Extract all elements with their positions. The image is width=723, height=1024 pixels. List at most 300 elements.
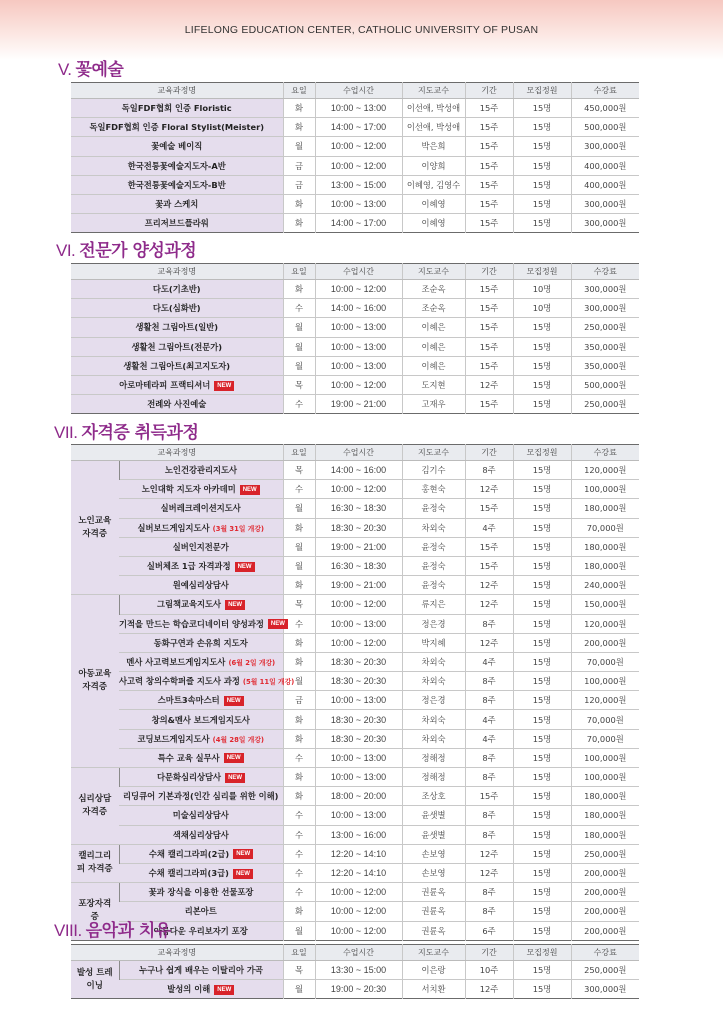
time-cell: 14:00 ~ 17:00: [315, 214, 402, 233]
column-header: 기간: [465, 264, 513, 280]
instructor-cell: 도지현: [402, 375, 465, 394]
period-cell: 15주: [465, 787, 513, 806]
capacity-cell: 15명: [513, 748, 571, 767]
category-cell: [71, 961, 119, 999]
course-name: 미술심리상담사: [172, 810, 229, 821]
course-name: 독일FDF협회 인증 Floristic: [121, 103, 232, 114]
fee-cell: 500,000원: [571, 375, 639, 394]
period-cell: 15주: [465, 537, 513, 556]
fee-cell: 180,000원: [571, 499, 639, 518]
course-name-cell: [71, 137, 283, 156]
instructor-cell: 이혜영, 김영수: [402, 175, 465, 194]
capacity-cell: 15명: [513, 156, 571, 175]
instructor-cell: 이혜은: [402, 356, 465, 375]
table-header-row: [71, 945, 639, 961]
fee-cell: 350,000원: [571, 356, 639, 375]
column-header: 요일: [283, 264, 315, 280]
new-badge: NEW: [233, 849, 253, 859]
period-cell: 15주: [465, 280, 513, 299]
capacity-cell: 15명: [513, 633, 571, 652]
course-name: 수채 캘리그라피(2급): [148, 848, 230, 859]
period-cell: 12주: [465, 480, 513, 499]
table-row: [71, 356, 639, 375]
day-cell: 화: [283, 280, 315, 299]
table-row: [71, 961, 639, 980]
opening-date-note: (5월 11일 개강): [242, 678, 295, 687]
instructor-cell: 박은희: [402, 137, 465, 156]
course-name-cell: [119, 614, 283, 633]
fee-cell: 250,000원: [571, 395, 639, 414]
fee-cell: 70,000원: [571, 710, 639, 729]
day-cell: 월: [283, 980, 315, 999]
capacity-cell: 15명: [513, 729, 571, 748]
day-cell: 월: [283, 337, 315, 356]
period-cell: 8주: [465, 768, 513, 787]
period-cell: 15주: [465, 137, 513, 156]
fee-cell: 200,000원: [571, 902, 639, 921]
course-name-cell: [71, 214, 283, 233]
day-cell: 화: [283, 787, 315, 806]
instructor-cell: 차외숙: [402, 518, 465, 537]
instructor-cell: 윤정숙: [402, 556, 465, 575]
time-cell: 10:00 ~ 12:00: [315, 902, 402, 921]
day-cell: 화: [283, 729, 315, 748]
table-row: [71, 710, 639, 729]
column-header: 요일: [283, 945, 315, 961]
time-cell: 14:00 ~ 16:00: [315, 299, 402, 318]
course-name: 사고력 창의수학퍼즐 지도사 과정: [119, 676, 240, 687]
column-header: 모집정원: [513, 945, 571, 961]
table-row: [71, 576, 639, 595]
time-cell: 10:00 ~ 12:00: [315, 137, 402, 156]
time-cell: 19:00 ~ 21:00: [315, 395, 402, 414]
table-row: [71, 691, 639, 710]
period-cell: 8주: [465, 883, 513, 902]
course-name: 수채 캘리그라피(3급): [148, 868, 229, 879]
day-cell: 화: [283, 576, 315, 595]
table-row: [71, 137, 639, 156]
table-row: [71, 729, 639, 748]
fee-cell: 400,000원: [571, 175, 639, 194]
instructor-cell: 서치환: [402, 980, 465, 999]
time-cell: 10:00 ~ 12:00: [315, 156, 402, 175]
course-name-cell: [119, 710, 283, 729]
opening-date-note: (4월 28일 개강): [212, 735, 265, 744]
table-row: [71, 499, 639, 518]
period-cell: 12주: [465, 633, 513, 652]
period-cell: 8주: [465, 614, 513, 633]
instructor-cell: 조상호: [402, 787, 465, 806]
time-cell: 19:00 ~ 20:30: [315, 980, 402, 999]
day-cell: 월: [283, 672, 315, 691]
new-badge: NEW: [235, 562, 255, 572]
new-badge: NEW: [214, 381, 234, 391]
capacity-cell: 10명: [513, 280, 571, 299]
new-badge: NEW: [240, 485, 260, 495]
course-name-cell: [71, 356, 283, 375]
capacity-cell: 15명: [513, 214, 571, 233]
fee-cell: 500,000원: [571, 118, 639, 137]
column-header: 수업시간: [315, 445, 402, 461]
day-cell: 화: [283, 652, 315, 671]
fee-cell: 200,000원: [571, 921, 639, 940]
capacity-cell: 15명: [513, 806, 571, 825]
fee-cell: 180,000원: [571, 787, 639, 806]
course-name: 리딩큐어 기본과정(인간 심리를 위한 이해): [123, 791, 279, 802]
section-title-v: V. 꽃예술: [58, 60, 124, 80]
capacity-cell: 15명: [513, 980, 571, 999]
column-header: 수강료: [571, 445, 639, 461]
new-badge: NEW: [224, 696, 244, 706]
fee-cell: 120,000원: [571, 614, 639, 633]
capacity-cell: 15명: [513, 395, 571, 414]
day-cell: 수: [283, 299, 315, 318]
table-row: [71, 768, 639, 787]
course-name: 코딩보드게임지도사: [137, 733, 210, 744]
course-name-cell: [71, 375, 283, 394]
period-cell: 10주: [465, 961, 513, 980]
column-header: 기간: [465, 945, 513, 961]
category-label: 노인교육 자격증: [78, 515, 112, 539]
day-cell: 화: [283, 902, 315, 921]
period-cell: 4주: [465, 729, 513, 748]
course-name-cell: [71, 395, 283, 414]
table-row: [71, 614, 639, 633]
instructor-cell: 홍현숙: [402, 480, 465, 499]
capacity-cell: 15명: [513, 787, 571, 806]
capacity-cell: 15명: [513, 337, 571, 356]
day-cell: 목: [283, 595, 315, 614]
instructor-cell: 류지은: [402, 595, 465, 614]
column-header: 지도교수: [402, 945, 465, 961]
instructor-cell: 윤정숙: [402, 499, 465, 518]
table-row: [71, 99, 639, 118]
table-header-row: [71, 264, 639, 280]
course-name-cell: [119, 633, 283, 652]
new-badge: NEW: [214, 985, 234, 995]
course-name-cell: [71, 118, 283, 137]
day-cell: 금: [283, 175, 315, 194]
course-name: 한국전통꽃예술지도자-A반: [127, 160, 226, 171]
course-name: 실버체조 1급 자격과정: [146, 561, 231, 572]
new-badge: NEW: [233, 869, 253, 879]
course-name-cell: [119, 556, 283, 575]
table-music: [71, 944, 639, 999]
fee-cell: 100,000원: [571, 748, 639, 767]
capacity-cell: 15명: [513, 118, 571, 137]
time-cell: 16:30 ~ 18:30: [315, 499, 402, 518]
header-title: LIFELONG EDUCATION CENTER, CATHOLIC UNIVERSITY OF PUSAN: [184, 24, 539, 36]
column-header: 지도교수: [402, 264, 465, 280]
time-cell: 10:00 ~ 13:00: [315, 748, 402, 767]
period-cell: 8주: [465, 748, 513, 767]
day-cell: 화: [283, 710, 315, 729]
day-cell: 목: [283, 375, 315, 394]
capacity-cell: 15명: [513, 883, 571, 902]
course-name: 실버보드게임지도사: [137, 522, 210, 533]
instructor-cell: 이혜영: [402, 214, 465, 233]
fee-cell: 200,000원: [571, 883, 639, 902]
table-header-row: [71, 83, 639, 99]
period-cell: 12주: [465, 980, 513, 999]
column-header: 교육과정명: [71, 945, 283, 961]
column-header: 교육과정명: [71, 264, 283, 280]
time-cell: 10:00 ~ 12:00: [315, 921, 402, 940]
course-name: 생활천 그림아트(일반): [135, 322, 219, 333]
time-cell: 14:00 ~ 16:00: [315, 461, 402, 480]
instructor-cell: 이혜은: [402, 318, 465, 337]
capacity-cell: 15명: [513, 175, 571, 194]
fee-cell: 300,000원: [571, 137, 639, 156]
course-name-cell: [119, 980, 283, 999]
course-name: 노인건강관리지도사: [164, 465, 238, 476]
course-name-cell: [71, 299, 283, 318]
course-name-cell: [71, 318, 283, 337]
instructor-cell: 이양희: [402, 156, 465, 175]
table-row: [71, 844, 639, 863]
capacity-cell: 15명: [513, 844, 571, 863]
instructor-cell: 차외숙: [402, 652, 465, 671]
instructor-cell: 차외숙: [402, 710, 465, 729]
time-cell: 10:00 ~ 13:00: [315, 337, 402, 356]
day-cell: 화: [283, 214, 315, 233]
column-header: 요일: [283, 445, 315, 461]
instructor-cell: 박지혜: [402, 633, 465, 652]
course-name-cell: [119, 768, 283, 787]
fee-cell: 300,000원: [571, 214, 639, 233]
instructor-cell: 조순옥: [402, 299, 465, 318]
column-header: 모집정원: [513, 445, 571, 461]
capacity-cell: 15명: [513, 318, 571, 337]
opening-date-note: (3월 31일 개강): [212, 524, 265, 533]
course-name: 다문화심리상담사: [156, 772, 222, 783]
period-cell: 8주: [465, 806, 513, 825]
capacity-cell: 15명: [513, 595, 571, 614]
course-name: 색채심리상담사: [172, 829, 229, 840]
period-cell: 12주: [465, 576, 513, 595]
course-name: 아름다운 우리보자기 포장: [153, 925, 248, 936]
instructor-cell: 권륜옥: [402, 921, 465, 940]
course-name-cell: [119, 729, 283, 748]
period-cell: 15주: [465, 356, 513, 375]
time-cell: 13:00 ~ 16:00: [315, 825, 402, 844]
day-cell: 금: [283, 691, 315, 710]
category-label: 발성 트레이닝: [76, 967, 113, 991]
period-cell: 4주: [465, 518, 513, 537]
capacity-cell: 15명: [513, 961, 571, 980]
category-label: 포장자격증: [78, 899, 112, 923]
time-cell: 10:00 ~ 13:00: [315, 99, 402, 118]
period-cell: 8주: [465, 902, 513, 921]
day-cell: 월: [283, 356, 315, 375]
course-name-cell: [119, 518, 283, 537]
capacity-cell: 15명: [513, 863, 571, 882]
table-row: [71, 980, 639, 999]
instructor-cell: 손보영: [402, 863, 465, 882]
course-name-cell: [71, 99, 283, 118]
capacity-cell: 10명: [513, 299, 571, 318]
day-cell: 금: [283, 156, 315, 175]
time-cell: 18:30 ~ 20:30: [315, 710, 402, 729]
table-row: [71, 118, 639, 137]
fee-cell: 150,000원: [571, 595, 639, 614]
course-name: 아로마테라피 프랙티셔너: [119, 380, 211, 391]
new-badge: NEW: [268, 619, 288, 629]
table-row: [71, 318, 639, 337]
fee-cell: 250,000원: [571, 961, 639, 980]
fee-cell: 400,000원: [571, 156, 639, 175]
capacity-cell: 15명: [513, 614, 571, 633]
instructor-cell: 이선애, 박성애: [402, 118, 465, 137]
category-label: 아동교육 자격증: [78, 669, 112, 693]
day-cell: 화: [283, 768, 315, 787]
time-cell: 18:00 ~ 20:00: [315, 787, 402, 806]
day-cell: 수: [283, 806, 315, 825]
course-name-cell: [119, 883, 283, 902]
day-cell: 수: [283, 395, 315, 414]
course-name: 스마트3속마스터: [157, 695, 220, 706]
time-cell: 16:30 ~ 18:30: [315, 556, 402, 575]
period-cell: 15주: [465, 556, 513, 575]
course-name-cell: [119, 576, 283, 595]
course-name: 생활천 그림아트(최고지도자): [123, 360, 231, 371]
table-row: [71, 280, 639, 299]
column-header: 요일: [283, 83, 315, 99]
course-name: 전례와 사진예술: [147, 399, 207, 410]
instructor-cell: 권륜옥: [402, 883, 465, 902]
course-name: 다도(기초반): [152, 284, 201, 295]
course-name-cell: [71, 337, 283, 356]
course-name: 생활천 그림아트(전문가): [131, 341, 223, 352]
day-cell: 화: [283, 99, 315, 118]
capacity-cell: 15명: [513, 902, 571, 921]
fee-cell: 70,000원: [571, 729, 639, 748]
day-cell: 수: [283, 614, 315, 633]
column-header: 모집정원: [513, 264, 571, 280]
period-cell: 12주: [465, 844, 513, 863]
table-row: [71, 395, 639, 414]
day-cell: 화: [283, 633, 315, 652]
column-header: 수강료: [571, 83, 639, 99]
fee-cell: 200,000원: [571, 863, 639, 882]
table-row: [71, 883, 639, 902]
fee-cell: 100,000원: [571, 480, 639, 499]
category-cell: [71, 768, 119, 845]
instructor-cell: 윤샛별: [402, 806, 465, 825]
period-cell: 15주: [465, 318, 513, 337]
capacity-cell: 15명: [513, 480, 571, 499]
course-name-cell: [119, 825, 283, 844]
instructor-cell: 고재우: [402, 395, 465, 414]
course-name: 꽃예술 베이직: [151, 141, 203, 152]
time-cell: 10:00 ~ 13:00: [315, 768, 402, 787]
category-cell: [71, 844, 119, 882]
capacity-cell: 15명: [513, 537, 571, 556]
course-name: 꽃과 장식을 이용한 선물포장: [148, 887, 254, 898]
course-name-cell: [119, 461, 283, 480]
opening-date-note: (6월 2일 개강): [228, 658, 276, 667]
day-cell: 화: [283, 518, 315, 537]
course-name-cell: [119, 537, 283, 556]
day-cell: 화: [283, 118, 315, 137]
instructor-cell: 윤샛별: [402, 825, 465, 844]
instructor-cell: 이선애, 박성애: [402, 99, 465, 118]
capacity-cell: 15명: [513, 825, 571, 844]
new-badge: NEW: [225, 773, 245, 783]
day-cell: 월: [283, 537, 315, 556]
capacity-cell: 15명: [513, 768, 571, 787]
period-cell: 4주: [465, 710, 513, 729]
course-name-cell: [119, 499, 283, 518]
table-row: [71, 672, 639, 691]
period-cell: 15주: [465, 99, 513, 118]
day-cell: 목: [283, 461, 315, 480]
instructor-cell: 윤정숙: [402, 537, 465, 556]
day-cell: 월: [283, 921, 315, 940]
table-expert: [71, 263, 639, 414]
time-cell: 10:00 ~ 13:00: [315, 194, 402, 213]
course-name: 창의&멘사 보드게임지도사: [151, 714, 250, 725]
table-row: [71, 652, 639, 671]
fee-cell: 70,000원: [571, 652, 639, 671]
time-cell: 10:00 ~ 12:00: [315, 633, 402, 652]
table-row: [71, 214, 639, 233]
fee-cell: 300,000원: [571, 980, 639, 999]
fee-cell: 180,000원: [571, 537, 639, 556]
category-cell: [71, 595, 119, 768]
course-name: 그림책교육지도사: [156, 599, 222, 610]
course-name: 실버레크레이션지도사: [160, 503, 241, 514]
fee-cell: 100,000원: [571, 672, 639, 691]
table-row: [71, 806, 639, 825]
table-row: [71, 480, 639, 499]
time-cell: 10:00 ~ 12:00: [315, 480, 402, 499]
course-name: 원예심리상담사: [172, 580, 229, 591]
capacity-cell: 15명: [513, 556, 571, 575]
course-name-cell: [71, 194, 283, 213]
period-cell: 4주: [465, 652, 513, 671]
fee-cell: 200,000원: [571, 633, 639, 652]
table-row: [71, 375, 639, 394]
instructor-cell: 정해정: [402, 748, 465, 767]
time-cell: 19:00 ~ 21:00: [315, 537, 402, 556]
table-row: [71, 337, 639, 356]
day-cell: 월: [283, 318, 315, 337]
instructor-cell: 조순옥: [402, 280, 465, 299]
period-cell: 8주: [465, 461, 513, 480]
course-name: 독일FDF협회 인증 Floral Stylist(Meister): [89, 122, 265, 133]
period-cell: 8주: [465, 672, 513, 691]
column-header: 지도교수: [402, 83, 465, 99]
course-name-cell: [119, 691, 283, 710]
table-row: [71, 633, 639, 652]
fee-cell: 120,000원: [571, 461, 639, 480]
course-name-cell: [119, 748, 283, 767]
course-name-cell: [71, 280, 283, 299]
course-name: 동화구연과 손유희 지도자: [153, 637, 248, 648]
capacity-cell: 15명: [513, 691, 571, 710]
time-cell: 12:20 ~ 14:10: [315, 844, 402, 863]
course-name: 실버인지전문가: [172, 541, 229, 552]
new-badge: NEW: [225, 600, 245, 610]
column-header: 수업시간: [315, 264, 402, 280]
period-cell: 15주: [465, 175, 513, 194]
day-cell: 수: [283, 883, 315, 902]
instructor-cell: 이혜영: [402, 194, 465, 213]
time-cell: 18:30 ~ 20:30: [315, 652, 402, 671]
capacity-cell: 15명: [513, 375, 571, 394]
fee-cell: 180,000원: [571, 556, 639, 575]
